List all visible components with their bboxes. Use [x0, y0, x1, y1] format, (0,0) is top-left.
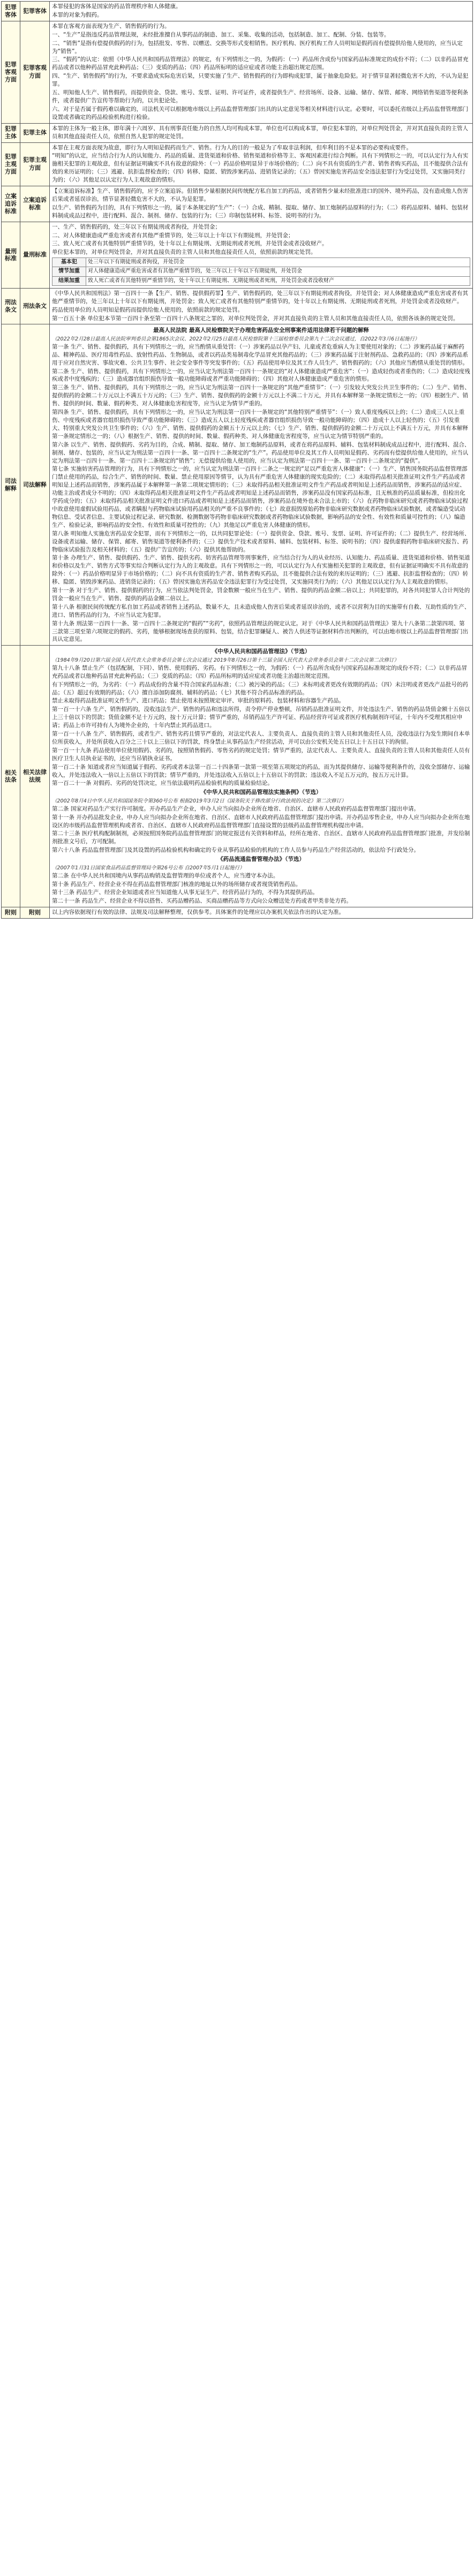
- penalty-text: 致人死亡或者有其他特别严重情节的，处十年以上有期徒刑、无期徒刑或者死刑，并处罚金或者没收财产: [86, 276, 470, 285]
- paragraph: 一、“生产”是指违反药品管理法规，未经批准擅自从事药品的制造、加工、采集、收集的活动，包括制造、加工、配制、分装、包装等。: [52, 31, 390, 38]
- footer-row: [2, 907, 473, 919]
- row-category: 司法解释: [2, 324, 20, 646]
- row-subcategory: 附则: [20, 907, 50, 919]
- row-subcategory: 相关法律法规: [20, 646, 50, 907]
- row-category: 犯罪主观方面: [2, 142, 20, 186]
- article: 第二条 生产、销售、提供假药，具有下列情形之一的，应当认定为刑法第一百四十一条规定的“对人体健康造成严重危害”：（一）造成轻伤或者重伤的；（二）造成轻度残疾或者中度残疾的；（三）造成器官组织损伤导致一般功能障碍或者严重功能障碍的；（四）其他对人体健康造成严重危害的情形。: [52, 368, 470, 383]
- statute-stamp: （2007年1月31日国家食品药品监督管理局令第26号公布 自2007年5月1日起施行）: [52, 865, 245, 872]
- paragraph: 一、生产、销售假药的，处三年以下有期徒刑或者拘役，并处罚金；: [52, 223, 221, 230]
- row-subcategory: 犯罪客体: [20, 2, 50, 21]
- row-category: 犯罪主体: [2, 123, 20, 142]
- interpretation-heading: 最高人民法院 最高人民检察院关于办理危害药品安全刑事案件适用法律若干问题的解释: [153, 327, 369, 334]
- article: 第十八条 根据民间传统配方私自加工药品或者销售上述药品，数量不大，且未造成他人伤害后果或者延误诊治的，或者不以营利为目的实施带有自救、互助性质的生产、进口、销售药品的行为，不应当认定为犯罪。: [52, 603, 470, 618]
- section-row: [2, 2, 473, 21]
- row-subcategory: 司法解释: [20, 324, 50, 646]
- paragraph: 二、对人体健康造成严重危害或者有其他严重情节的，处三年以上十年以下有期徒刑，并处罚金；: [52, 232, 294, 239]
- article: 第六十八条 药品监督管理部门及其设置的药品检验机构和确定的专业从事药品检验的机构的工作人员参与药品生产经营活动的，依法给予行政处分。: [52, 847, 419, 854]
- penalty-label: 情节加重: [52, 267, 86, 276]
- row-subcategory: 犯罪客观方面: [20, 21, 50, 123]
- interpretation-stamp: （2022年2月28日最高人民法院审判委员会第1865次会议、2022年2月25日最高人民检察院第十三届检察委员会第九十二次会议通过，自2022年3月6日起施行）: [52, 336, 420, 343]
- statute-row: [2, 646, 473, 907]
- row-category: 量刑标准: [2, 222, 20, 288]
- paragraph: 药品使用单位的人员明知是假药而提供给他人使用的，依照前款的规定处罚。: [52, 306, 243, 313]
- article: 第七条 实施妨害药品管理的行为，具有下列情形之一的，应当认定为刑法第一百四十二条之一规定的“足以严重危害人体健康”：（一）生产、销售国务院药品监督管理部门禁止使用的药品，综合生产、销售的时间、数量、禁止使用原因等情节，认为具有严重危害人体健康的现实危险的；（二）未取得药品相关批准证明文件生产药品或者明知是上述药品而销售，涉案药品属于本解释第一条第二项规定情形的；（三）未取得药品相关批准证明文件生产药品或者明知是上述药品而销售，涉案药品的适应症、功能主治或者成分不明的；（四）未取得药品相关批准证明文件生产药品或者明知是上述药品而销售，涉案药品没有国家药品标准，且无核准的药品质量标准，但检出化学药成分的；（五）未取得药品相关批准证明文件进口药品或者明知是上述药品而销售，涉案药品在境外也未合法上市的；（六）在药物非临床研究或者药物临床试验过程中故意使用虚假试验用药品，或者瞒报与药物临床试验用药品相关的严重不良事件的；（七）故意损毁原始药物非临床研究数据或者药物临床试验数据，或者编造受试动物信息、受试者信息、主要试验过程记录、研究数据、检测数据等药物非临床研究数据或者药物临床试验数据，影响药品的安全性、有效性和质量可控性的；（八）编造生产、检验记录，影响药品的安全性、有效性和质量可控性的；（九）其他足以严重危害人体健康的情形。: [52, 466, 468, 528]
- row-subcategory: 刑法条文: [20, 288, 50, 324]
- article: 第十一条 开办药品批发企业，申办人应当向拟办企业所在地省、自治区、直辖市人民政府药品监督管理部门提出申请。开办药品零售企业，申办人应当向拟办企业所在地设区的市级药品监督管理机构或者省、自治区、直辖市人民政府药品监督管理部门直接设置的县级药品监督管理机构提出申请。: [52, 814, 470, 829]
- row-category: 刑法条文: [2, 288, 20, 324]
- section-row: [2, 222, 473, 288]
- section-row: [2, 142, 473, 186]
- statute-stamp: （1984年9月20日第六届全国人民代表大会常务委员会第七次会议通过 2019年8月26日第十三届全国人民代表大会常务委员会第十二次会议第二次修订）: [52, 657, 400, 664]
- article: 第九十八条 禁止生产（包括配制，下同）、销售、使用假药、劣药。有下列情形之一的，为假药：（一）药品所含成份与国家药品标准规定的成份不符；（二）以非药品冒充药品或者以他种药品冒充此种药品；（三）变质的药品；（四）药品所标明的适应症或者功能主治超出规定范围。: [52, 664, 468, 679]
- paragraph: 《中华人民共和国刑法》第一百四十一条【生产、销售、提供假药罪】生产、销售假药的，处三年以下有期徒刑或者拘役，并处罚金；对人体健康造成严重危害或者有其他严重情节的，处三年以上十年以下有期徒刑，并处罚金；致人死亡或者有其他特别严重情节的，处十年以上有期徒刑、无期徒刑或者死刑，并处罚金或者没收财产。: [52, 290, 468, 305]
- paragraph: 本罪的对象为假药。: [52, 11, 103, 18]
- paragraph: 二、“销售”是指有偿提供假药的行为，包括批发、零售、以赠送、交换等形式变相销售。医疗机构、医疗机构工作人员明知是假药而有偿提供给他人使用的，应当认定为“销售”。: [52, 40, 463, 55]
- row-content: [50, 186, 473, 222]
- article: 第十九条 刑法第一百四十一条、第一百四十二条规定的“假药”“劣药”，依照药品管理法的规定认定。对于《中华人民共和国药品管理法》第九十八条第二款第四项、第三款第三项至第六项规定的假药、劣药，能够根据现场查获的原料、包装，结合犯罪嫌疑人、被告人供述等证据材料作出判断的，可以由地市级以上药品监督管理部门出具认定意见。: [52, 620, 468, 643]
- document-page: [1, 1, 473, 919]
- row-category: 立案追诉标准: [2, 186, 20, 222]
- penalty-row: [52, 276, 470, 285]
- article: 第二条 国家对药品生产实行许可制度。开办药品生产企业，申办人应当向拟办企业所在地省、自治区、直辖市人民政府药品监督管理部门提出申请。: [52, 805, 419, 812]
- row-content: [50, 21, 473, 123]
- paragraph: 本罪在主观方面表现为故意，即行为人明知是假药而生产、销售。行为人的目的一般是为了牟取非法利润，但牟利目的不是本罪的必要构成要件。: [52, 144, 412, 151]
- paragraph: 六、对于是否属于假药难以确定的，司法机关可以根据地市级以上药品监督管理部门出具的认定意见等相关材料进行认定。必要时，可以委托省级以上药品监督管理部门设置或者确定的药品检验机构进行检验。: [52, 105, 468, 120]
- article: 第二条 在中华人民共和国境内从事药品购销及监督管理的单位或者个人，应当遵守本办法。: [52, 872, 279, 879]
- row-content: [50, 2, 473, 21]
- row-subcategory: 量刑标准: [20, 222, 50, 288]
- row-subcategory: 立案追诉标准: [20, 186, 50, 222]
- paragraph: 本罪侵犯的客体是国家的药品管理秩序和人体健康。: [52, 3, 182, 10]
- penalty-label: 基本犯: [52, 258, 86, 267]
- row-content: [50, 324, 473, 646]
- statute-stamp: （2002年8月4日中华人民共和国国务院令第360号公布 根据2019年3月2日《国务院关于修改部分行政法规的决定》第二次修订）: [52, 798, 347, 805]
- article: 第六条 以生产、销售、提供假药、劣药为目的，合成、精制、提取、储存、加工炮制药品原料，或者在将药品原料、辅料、包装材料制成成品过程中，进行配料、混合、制剂、储存、包装的，应当认定为刑法第一百四十一条、第一百四十二条规定的“生产”。药品使用单位及其工作人员明知是假药、劣药而有偿提供给他人使用的，应当认定为刑法第一百四十一条、第一百四十二条规定的“销售”；无偿提供给他人使用的，应当认定为刑法第一百四十一条、第一百四十二条规定的“提供”。: [52, 441, 470, 464]
- row-content: [50, 907, 473, 919]
- penalty-table: [52, 257, 470, 286]
- article: 第一条 生产、销售、提供假药，具有下列情形之一的，应当酌情从重处罚：（一）涉案药品以孕产妇、儿童或者危重病人为主要使用对象的；（二）涉案药品属于麻醉药品、精神药品、医疗用毒性药品、放射性药品、生物制品，或者以药品类易制毒化学品冒充其他药品的；（三）涉案药品属于注射剂药品、急救药品的；（四）涉案药品系用于应对自然灾害、事故灾难、公共卫生事件、社会安全事件等突发事件的；（五）药品使用单位及其工作人员生产、销售假药的；（六）其他应当酌情从重处罚的情形。: [52, 343, 468, 366]
- article: 第四条 生产、销售、提供假药，具有下列情形之一的，应当认定为刑法第一百四十一条规定的“其他特别严重情节”：（一）致人重度残疾以上的；（二）造成三人以上重伤、中度残疾或者器官组织损伤导致严重功能障碍的；（三）造成五人以上轻度残疾或者器官组织损伤导致一般功能障碍的；（四）造成十人以上轻伤的；（五）引发重大、特别重大突发公共卫生事件的；（六）生产、销售、提供假药的金额五十万元以上的；（七）生产、销售、提供假药的金额二十万元以上不满五十万元，并具有本解释第一条规定情形之一的；（八）根据生产、销售、提供的时间、数量、假药种类、对人体健康危害程度等，应当认定为情节特别严重的。: [52, 409, 468, 440]
- article: 有下列情形之一的，为劣药：（一）药品成份的含量不符合国家药品标准；（二）被污染的药品；（三）未标明或者更改有效期的药品；（四）未注明或者更改产品批号的药品；（五）超过有效期的药品；（六）擅自添加防腐剂、辅料的药品；（七）其他不符合药品标准的药品。: [52, 681, 468, 696]
- paragraph: 四、“生产、销售假药”的行为，不要求造成实际危害后果，只要实施了生产、销售假药的行为即构成犯罪，属于抽象危险犯。对于情节显著轻微危害不大的，不认为是犯罪。: [52, 73, 469, 88]
- penalty-text: 处三年以下有期徒刑或者拘役，并处罚金: [86, 258, 470, 267]
- section-row: [2, 288, 473, 324]
- statute-heading: 《药品流通监督管理办法》（节选）: [217, 856, 305, 863]
- paragraph: 五、明知他人生产、销售假药，而提供资金、贷款、账号、发票、证明、许可证件，或者提供生产、经营场所、设备、运输、储存、保管、邮寄、网络销售渠道等便利条件，或者提供广告宣传等帮助行为的，以共犯论处。: [52, 89, 468, 104]
- article: 第八条 明知他人实施危害药品安全犯罪，而有下列情形之一的，以共同犯罪论处：（一）提供资金、贷款、账号、发票、证明、许可证件的；（二）提供生产、经营场所、设备或者运输、储存、保管、邮寄、销售渠道等便利条件的；（三）提供生产技术或者原料、辅料、包装材料、标签、说明书的；（四）提供虚假药物非临床研究报告、药物临床试验报告及相关材料的；（五）提供广告宣传的；（六）提供其他帮助的。: [52, 530, 470, 553]
- section-row: [2, 21, 473, 123]
- paragraph: 【立案追诉标准】生产、销售假药的，应予立案追诉。但销售少量根据民间传统配方私自加工的药品，或者销售少量未经批准进口的国外、境外药品，没有造成他人伤害后果或者延误诊治，情节显著轻微危害不大的，不认为是犯罪。: [52, 188, 468, 202]
- article: 第十条 办理生产、销售、提供假药、生产、销售、提供劣药、妨害药品管理等刑事案件，应当结合行为人的从业经历、认知能力、药品质量、进货渠道和价格、销售渠道和价格以及生产、销售方式等事实综合判断认定行为人的主观故意。具有下列情形之一的，可以认定行为人有实施相关犯罪的主观故意，但有证据证明确实不具有故意的除外：（一）药品价格明显异于市场价格的；（二）向不具有资质的生产者、销售者购买药品，且不能提供合法有效的来历证明的；（三）逃避、抗拒监督检查的；（四）转移、隐匿、销毁涉案药品、进销货记录的；（五）曾因实施危害药品安全违法犯罪行为受过处罚，又实施同类行为的；（六）其他足以认定行为人主观故意的情形。: [52, 555, 470, 586]
- row-subcategory: 犯罪主观方面: [20, 142, 50, 186]
- penalty-label: 结果加重: [52, 276, 86, 285]
- article: 第一百二十一条 对假药、劣药的处罚决定，应当依法载明药品检验机构的质量检验结论。: [52, 780, 273, 787]
- paragraph: 第一百五十条 单位犯本节第一百四十条至第一百四十八条规定之罪的，对单位判处罚金，并对其直接负责的主管人员和其他直接责任人员，依照各该条的规定处罚。: [52, 315, 459, 322]
- row-content: [50, 123, 473, 142]
- law-table: [1, 1, 473, 919]
- paragraph: 单位犯本罪的，对单位判处罚金，并对其直接负责的主管人员和其他直接责任人员，依照前款的规定处罚。: [52, 249, 317, 256]
- row-content: [50, 222, 473, 288]
- article: 第十条 药品生产、经营企业不得在药品监督管理部门核准的地址以外的场所储存或者现货销售药品。: [52, 881, 302, 888]
- article: 第三条 生产、销售、提供假药，具有下列情形之一的，应当认定为刑法第一百四十一条规定的“其他严重情节”：（一）引发较大突发公共卫生事件的；（二）生产、销售、提供假药的金额二十万元以上不满五十万元的；（三）生产、销售、提供假药的金额十万元以上不满二十万元，并具有本解释第一条规定情形之一的；（四）根据生产、销售、提供的时间、数量、假药种类、对人体健康危害程度等，应当认定为情节严重的。: [52, 384, 470, 407]
- article: 第一百一十九条 药品使用单位使用假药、劣药的，按照销售假药、零售劣药的规定处罚；情节严重的，法定代表人、主要负责人、直接负责的主管人员和其他责任人员有医疗卫生人员执业证书的，还应当吊销执业证书。: [52, 747, 470, 762]
- row-subcategory: 犯罪主体: [20, 123, 50, 142]
- article: 第一百二十条 知道或者应当知道属于假药、劣药或者本法第一百二十四条第一款第一项至第五项规定的药品，而为其提供储存、运输等便利条件的，没收全部储存、运输收入，并处违法收入一倍以上五倍以下的罚款；情节严重的，并处违法收入五倍以上十五倍以下的罚款；违法收入不足五万元的，按五万元计算。: [52, 763, 470, 778]
- article: 第一百一十八条 生产、销售假药，或者生产、销售劣药且情节严重的，对法定代表人、主要负责人、直接负责的主管人员和其他责任人员，没收违法行为发生期间自本单位所获收入，并处所获收入百分之三十以上三倍以下的罚款，终身禁止从事药品生产经营活动，并可以由公安机关处五日以上十五日以下的拘留。: [52, 731, 470, 745]
- statute-heading: 《中华人民共和国药品管理法》（节选）: [212, 648, 311, 655]
- row-category: 相关法条: [2, 646, 20, 907]
- paragraph: 三、“假药”的认定：依照《中华人民共和国药品管理法》的规定，有下列情形之一的，为假药：（一）药品所含成份与国家药品标准规定的成份不符；（二）以非药品冒充药品或者以他种药品冒充此种药品；（三）变质的药品；（四）药品所标明的适应症或者功能主治超出规定范围。: [52, 56, 469, 71]
- article: 第二十一条 药品生产、经营企业不得以搭售、买药品赠药品、买商品赠药品等方式向公众赠送处方药或者甲类非处方药。: [52, 898, 352, 905]
- statute-heading: 《中华人民共和国药品管理法实施条例》（节选）: [200, 789, 322, 796]
- paragraph: 三、致人死亡或者有其他特别严重情节的，处十年以上有期徒刑、无期徒刑或者死刑，并处罚金或者没收财产。: [52, 240, 328, 247]
- row-content: [50, 142, 473, 186]
- section-row: [2, 123, 473, 142]
- interpretation-row: [2, 324, 473, 646]
- paragraph: 本罪的主体为一般主体，即年满十六周岁、具有刑事责任能力的自然人均可构成本罪。单位也可以构成本罪，单位犯本罪的，对单位判处罚金，并对其直接负责的主管人员和其他直接责任人员，依照自然人犯罪的规定处罚。: [52, 125, 468, 140]
- paragraph: 本罪在客观方面表现为生产、销售假药的行为。: [52, 22, 170, 29]
- row-category: 犯罪客体: [2, 2, 20, 21]
- article: 第十三条 药品生产、经营企业知道或者应当知道他人从事无证生产、经营药品行为的，不得为其提供药品。: [52, 889, 318, 896]
- section-row: [2, 186, 473, 222]
- article: 第二十三条 医疗机构配制制剂，必须按照国务院药品监督管理部门的规定报送有关资料和样品，经所在地省、自治区、直辖市人民政府药品监督管理部门批准，并发给制剂批准文号后，方可配制。: [52, 830, 470, 845]
- row-content: [50, 646, 473, 907]
- row-category: 附则: [2, 907, 20, 919]
- paragraph: “明知”的认定，应当结合行为人的认知能力、药品的质量、进货渠道和价格、销售渠道和价格等主、客观因素进行综合判断。具有下列情形之一的，可以认定行为人有实施相关犯罪的主观故意，但有证据证明确实不具有故意的除外：（一）药品价格明显异于市场价格的；（二）向不具有资质的生产者、销售者购买药品，且不能提供合法有效的来历证明的；（三）逃避、抗拒监督检查的；（四）转移、隐匿、销毁涉案药品、进销货记录的；（五）曾因实施危害药品安全违法犯罪行为受过处罚，又实施同类行为的；（六）其他足以认定行为人主观故意的情形。: [52, 153, 469, 184]
- row-content: [50, 288, 473, 324]
- paragraph: 以生产、销售假药为目的，具有下列情形之一的，属于本条规定的“生产”：（一）合成、精制、提取、储存、加工炮制药品原料的行为；（二）将药品原料、辅料、包装材料制成成品过程中，进行配料、混合、制剂、储存、包装的行为；（三）印制包装材料、标签、说明书的行为。: [52, 204, 469, 219]
- penalty-text: 对人体健康造成严重危害或者有其他严重情节的，处三年以上十年以下有期徒刑，并处罚金: [86, 267, 470, 276]
- article: 第十一条 对于生产、销售、提供假药的行为，应当依法判处罚金，罚金数额一般应当在生产、销售、提供的药品金额二倍以上；共同犯罪的，对各共同犯罪人合计判处的罚金一般应当在生产、销售、提供的药品金额二倍以上。: [52, 587, 470, 602]
- penalty-row: [52, 267, 470, 276]
- paragraph: 以上内容依据现行有效的法律、法规及司法解释整理，仅供参考。具体案件的处理应以办案机关依法作出的认定为准。: [52, 909, 344, 916]
- row-category: 犯罪客观方面: [2, 21, 20, 123]
- article: 第一百一十六条 生产、销售假药的，没收违法生产、销售的药品和违法所得，责令停产停业整顿，吊销药品批准证明文件，并处违法生产、销售的药品货值金额十五倍以上三十倍以下的罚款；货值金额不足十万元的，按十万元计算；情节严重的，吊销药品生产许可证、药品经营许可证或者医疗机构制剂许可证，十年内不受理其相应申请；药品上市许可持有人为境外企业的，十年内禁止其药品进口。: [52, 706, 470, 729]
- penalty-row: [52, 258, 470, 267]
- article: 禁止未取得药品批准证明文件生产、进口药品；禁止使用未按照规定审评、审批的原料药、包装材料和容器生产药品。: [52, 698, 344, 704]
